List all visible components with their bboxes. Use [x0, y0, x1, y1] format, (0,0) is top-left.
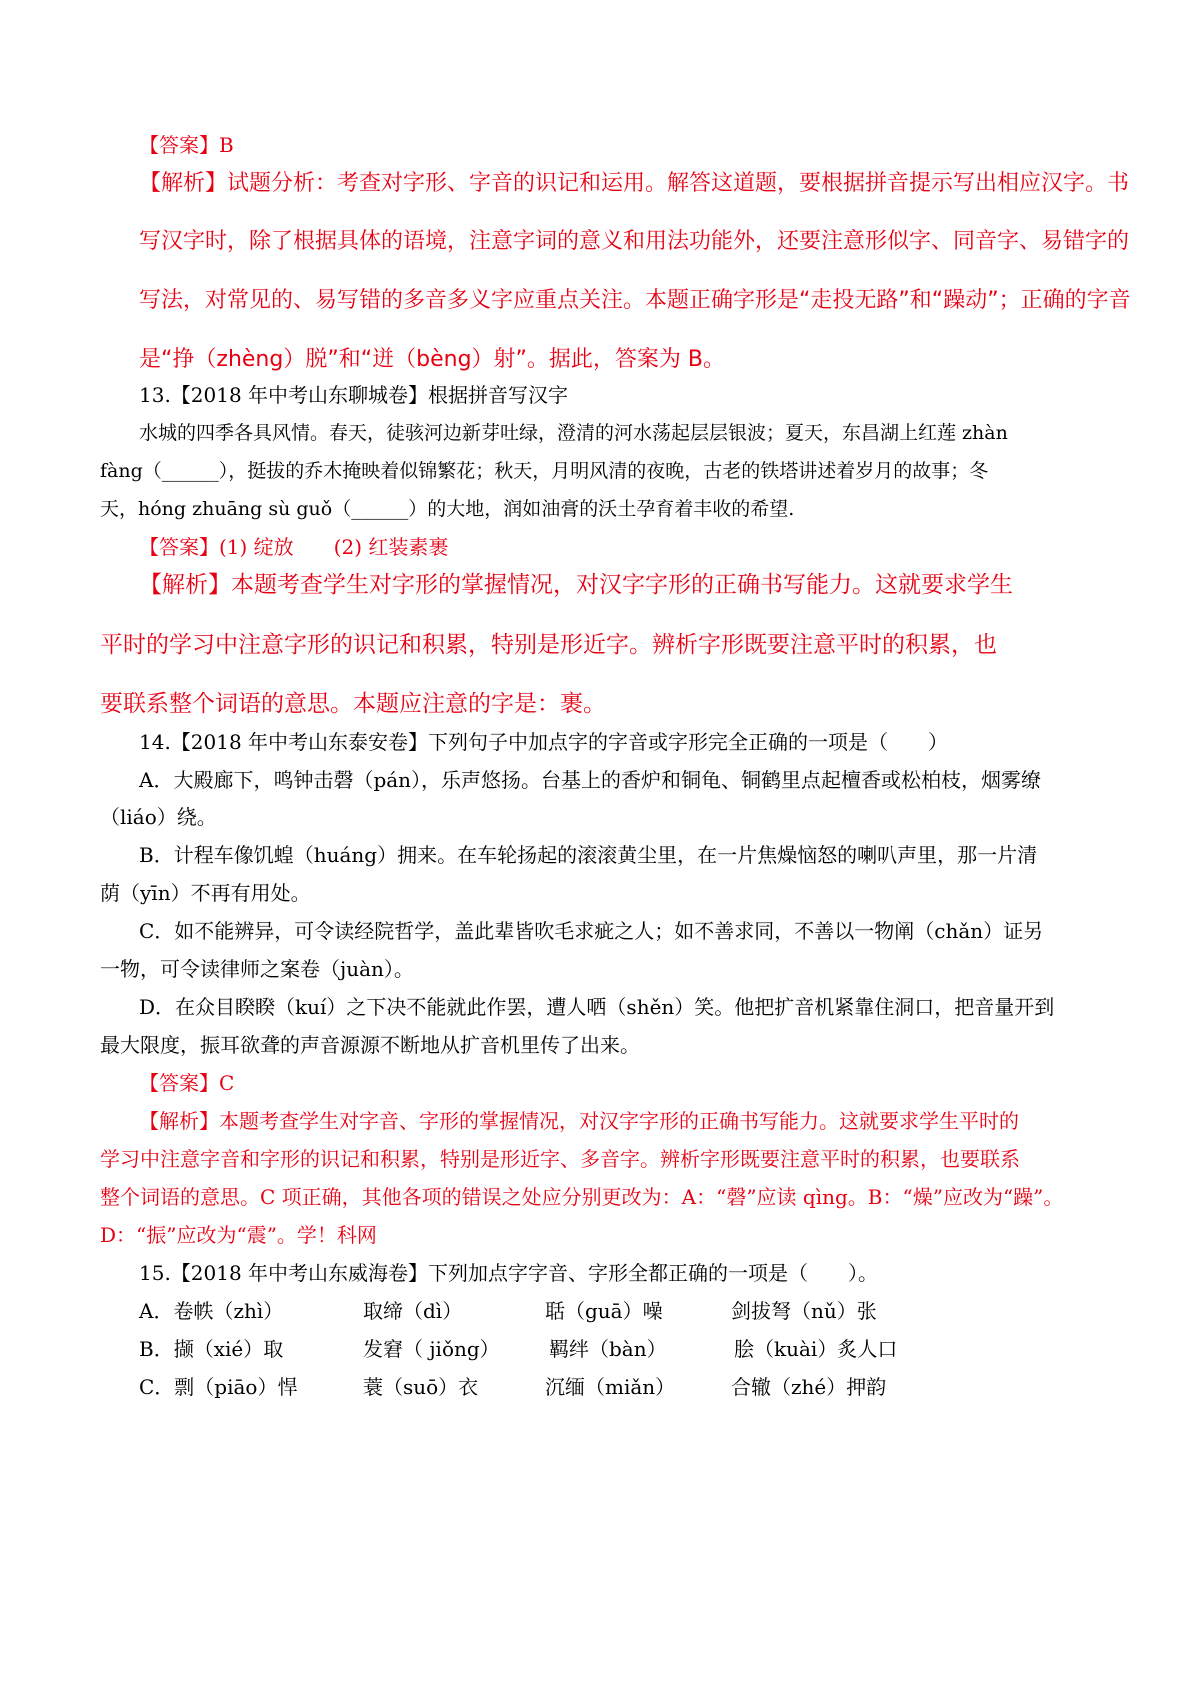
q15-row-c-item-2: 蓑（suō）衣: [363, 1375, 479, 1399]
q15-row-c-item-3: 沉缅（miǎn）: [545, 1375, 676, 1399]
q14-option-c-line-2: 一物，可令读律师之案卷（juàn）。: [100, 957, 414, 981]
q13-title: 13.【2018 年中考山东聊城卷】根据拼音写汉字: [139, 383, 569, 407]
q14-analysis-line-4: D：“振”应改为“震”。学！科网: [100, 1223, 377, 1247]
q14-answer: 【答案】C: [139, 1071, 235, 1095]
q14-analysis-line-2: 学习中注意字音和字形的识记和积累，特别是形近字、多音字。辨析字形既要注意平时的积累，也要联系: [100, 1147, 1020, 1171]
q14-option-c-line-1: C．如不能辨异，可令读经院哲学，盖此辈皆吹毛求疵之人；如不善求同，不善以一物阐（chǎn）证另: [139, 919, 1044, 943]
q12-answer: 【答案】B: [139, 133, 234, 157]
q15-row-c-item-4: 合辙（zhé）押韵: [731, 1375, 887, 1399]
q13-body-line-1: 水城的四季各具风情。春天，徒骇河边新芽吐绿，澄清的河水荡起层层银波；夏天，东昌湖上红莲 zhàn: [139, 422, 1008, 444]
q14-option-a-line-2: （liáo）绕。: [100, 805, 217, 829]
q13-analysis-line-3: 要联系整个词语的意思。本题应注意的字是：裹。: [100, 691, 606, 717]
q13-body-line-2: fàng（______），挺拔的乔木掩映着似锦繁花；秋天，月明风清的夜晚，古老的铁塔讲述着岁月的故事；冬: [100, 460, 989, 482]
q14-option-d-line-2: 最大限度，振耳欲聋的声音源源不断地从扩音机里传了出来。: [100, 1033, 640, 1057]
q12-analysis-line-4: 是“挣（zhèng）脱”和“迸（bèng）射”。据此，答案为 B。: [139, 347, 726, 372]
q15-row-b-item-3: 羁绊（bàn）: [549, 1337, 667, 1361]
q12-analysis-line-2: 写汉字时，除了根据具体的语境，注意字词的意义和用法功能外，还要注意形似字、同音字、易错字的: [139, 229, 1130, 254]
q15-row-c-item-1: C．剽（piāo）悍: [139, 1375, 298, 1399]
q15-row-b-item-4: 脍（kuài）炙人口: [734, 1337, 898, 1361]
q13-body-line-3: 天，hóng zhuāng sù guǒ（______）的大地，润如油膏的沃土孕育着丰收的希望.: [100, 498, 795, 520]
q14-option-b-line-2: 荫（yīn）不再有用处。: [100, 881, 311, 905]
q14-analysis-line-1: 【解析】本题考查学生对字音、字形的掌握情况，对汉字字形的正确书写能力。这就要求学生平时的: [139, 1109, 1019, 1133]
q13-answer: 【答案】(1) 绽放 (2) 红装素裹: [139, 535, 449, 559]
q15-row-a-item-3: 聒（guā）噪: [545, 1299, 663, 1323]
q15-row-a-item-4: 剑拔弩（nǔ）张: [731, 1299, 877, 1323]
q14-option-a-line-1: A．大殿廊下，鸣钟击磬（pán），乐声悠扬。台基上的香炉和铜龟、铜鹤里点起檀香或松柏枝，烟雾缭: [139, 768, 1042, 792]
q14-title: 14.【2018 年中考山东泰安卷】下列句子中加点字的字音或字形完全正确的一项是（ ）: [139, 730, 949, 754]
q14-option-d-line-1: D．在众目睽睽（kuí）之下决不能就此作罢，遭人哂（shěn）笑。他把扩音机紧靠住洞口，把音量开到: [139, 995, 1055, 1019]
q15-title: 15.【2018 年中考山东威海卷】下列加点字字音、字形全都正确的一项是（ ）。: [139, 1261, 879, 1285]
q13-analysis-line-2: 平时的学习中注意字形的识记和积累，特别是形近字。辨析字形既要注意平时的积累，也: [100, 632, 997, 658]
q12-analysis-line-1: 【解析】试题分析：考查对字形、字音的识记和运用。解答这道题，要根据拼音提示写出相应汉字。书: [139, 171, 1130, 196]
q15-row-a-item-2: 取缔（dì）: [363, 1299, 463, 1323]
q14-option-b-line-1: B．计程车像饥蝗（huáng）拥来。在车轮扬起的滚滚黄尘里，在一片焦燥恼怒的喇叭声里，那一片清: [139, 843, 1038, 867]
q12-analysis-line-3: 写法，对常见的、易写错的多音多义字应重点关注。本题正确字形是“走投无路”和“躁动”；正确的字音: [139, 288, 1131, 313]
q15-row-a-item-1: A．卷帙（zhì）: [139, 1299, 284, 1323]
q14-analysis-line-3: 整个词语的意思。C 项正确，其他各项的错误之处应分别更改为：A：“磬”应读 qìng。B：“燥”应改为“躁”。: [100, 1185, 1064, 1209]
q13-analysis-line-1: 【解析】本题考查学生对字形的掌握情况，对汉字字形的正确书写能力。这就要求学生: [139, 572, 1013, 598]
q15-row-b-item-1: B．撷（xié）取: [139, 1337, 284, 1361]
q15-row-b-item-2: 发窘（ jiǒng）: [363, 1337, 500, 1361]
